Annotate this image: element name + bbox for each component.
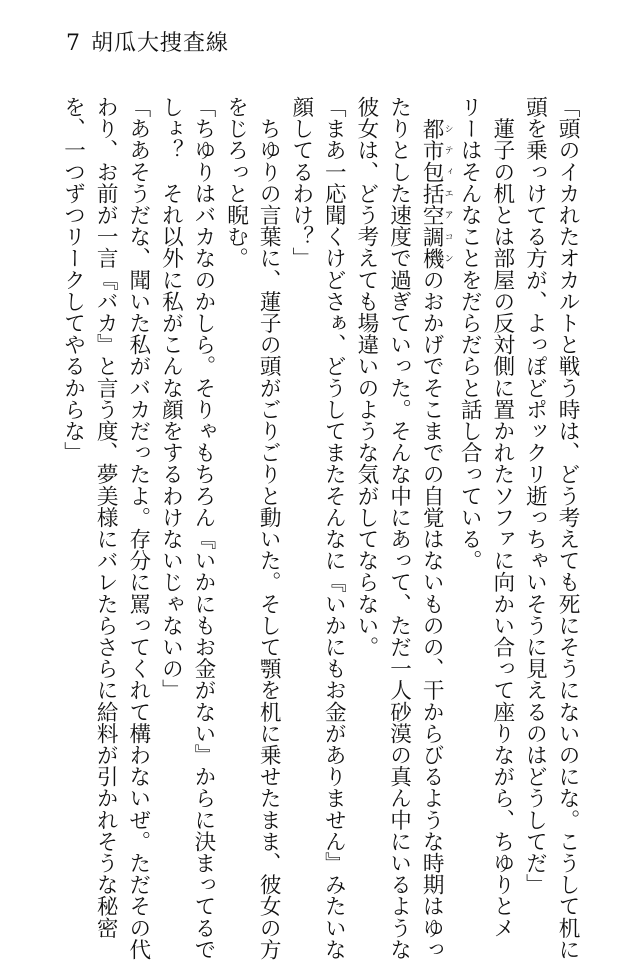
text-line: わり、お前が一言『バカ』と言う度、夢美様にバレたらさらに給料が引かれそうな秘密 (93, 96, 119, 939)
text-line: リーはそんなことをだらだらと話し合っている。 (457, 96, 483, 572)
ruby-reading: シティエアコン (442, 117, 453, 269)
text-line: 「ちゆりはバカなのかしら。そりゃもちろん『いかにもお金がない』からに決まってるで (190, 96, 216, 960)
text-line: 「ああそうだな、聞いた私がバカだったよ。存分に罵ってくれて構わないぜ。ただその代 (125, 96, 151, 960)
text-line: 「まあ一応聞くけどさぁ、どうしてまたそんなに『いかにもお金がありません』みたいな (321, 96, 347, 960)
text-line: たりとした速度で過ぎていった。そんな中にあって、ただ一人砂漠の真ん中にいるような (386, 96, 412, 960)
text-line-with-ruby (415, 96, 453, 960)
text-line: 頭を乗っけてる方が、よっぽどポックリ逝っちゃいそうに見えるのはどうしてだ」 (522, 96, 548, 896)
chapter-number: 7 (66, 31, 81, 56)
text-line: 顔してるわけ？」 (288, 96, 314, 269)
text-line: ちゆりの言葉に、蓮子の頭がごりごりと動いた。そして顎を机に乗せたまま、彼女の方 (256, 96, 282, 960)
text-line: しょ？ それ以外に私がこんな顔をするわけないじゃないの」 (158, 96, 184, 701)
vertical-body-text (60, 96, 583, 960)
running-header (66, 26, 229, 57)
ruby-annotation (419, 117, 453, 269)
chapter-title: 胡瓜大捜査線 (91, 31, 230, 56)
text-line: 彼女は、どう考えても場違いのような気がしてならない。 (353, 96, 379, 658)
text-line-rest: のおかげでそこまでの自覚はないものの、干からびるような時期はゆっ (419, 268, 445, 960)
text-line: 「頭のイカれたオカルトと戦う時は、どう考えても死にそうにないのにな。こうして机に (555, 96, 580, 960)
text-line: を、一つずつリークしてやるからな」 (60, 96, 86, 464)
text-line: 蓮子の机とは部屋の反対側に置かれたソファに向かい合って座りながら、ちゆりとメ (489, 96, 515, 939)
text-line: をじろっと睨む。 (223, 96, 249, 269)
ruby-base: 都市包括空調機 (419, 117, 445, 269)
